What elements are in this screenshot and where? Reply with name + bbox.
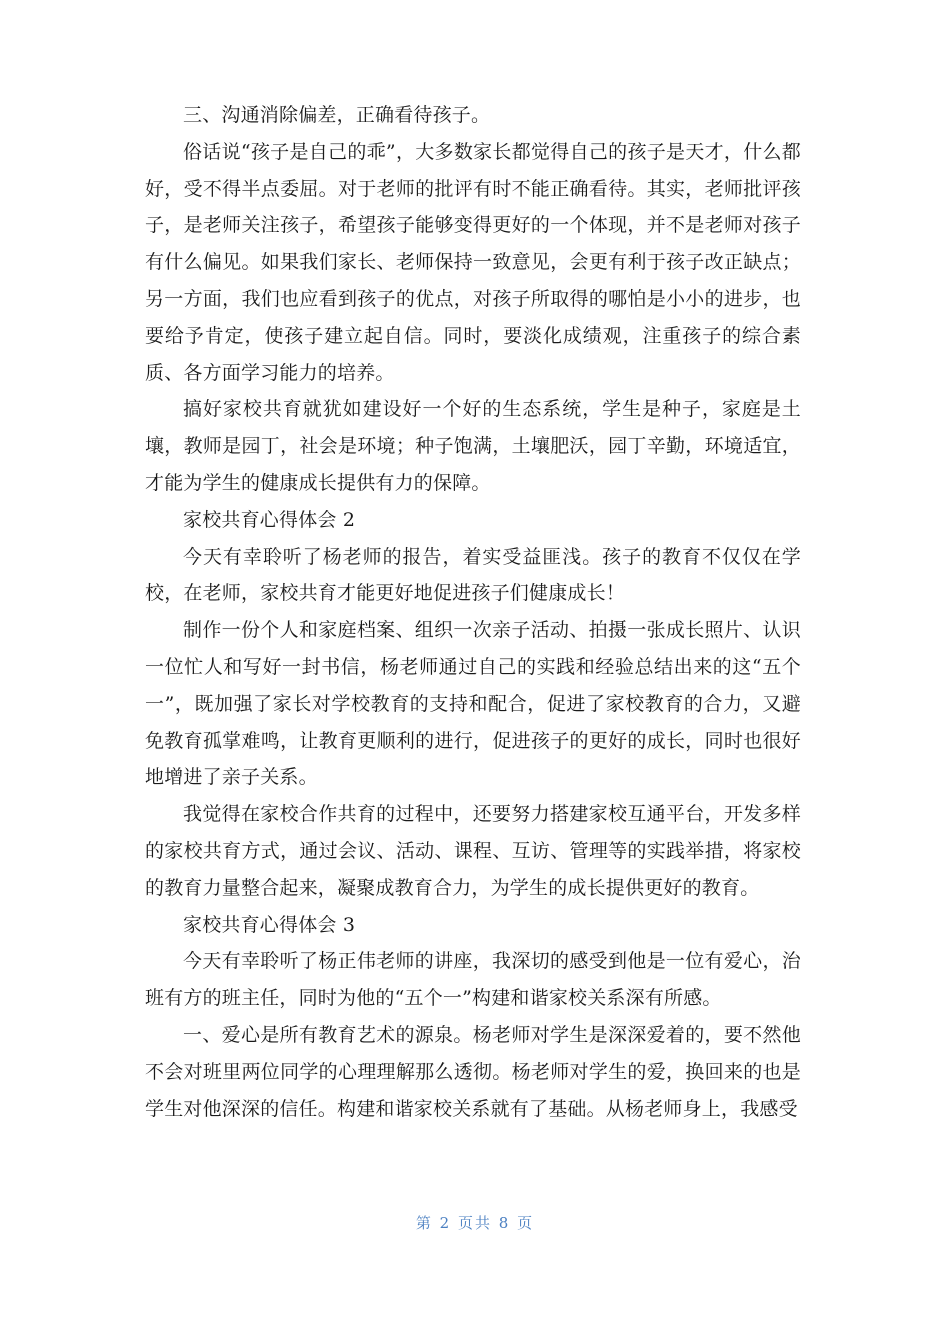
document-body — [145, 97, 801, 1127]
section-heading: 家校共育心得体会 3 — [183, 913, 356, 936]
paragraph: 搞好家校共育就犹如建设好一个好的生态系统，学生是种子，家庭是土壤，教师是园丁，社会是环境；种子饱满，土壤肥沃，园丁辛勤，环境适宜，才能为学生的健康成长提供有力的保障。 — [145, 398, 801, 494]
paragraph: 今天有幸聆听了杨正伟老师的讲座，我深切的感受到他是一位有爱心，治班有方的班主任，同时为他的“五个一”构建和谐家校关系深有所感。 — [145, 950, 801, 1010]
paragraph: 制作一份个人和家庭档案、组织一次亲子活动、拍摄一张成长照片、认识一位忙人和写好一封书信，杨老师通过自己的实践和经验总结出来的这“五个一”，既加强了家长对学校教育的支持和配合，促进了家校教育的合力，又避免教育孤掌难鸣，让教育更顺利的进行，促进孩子的更好的成长，同时也很好地增进了亲子关系。 — [145, 619, 801, 789]
section-heading: 三、沟通消除偏差，正确看待孩子。 — [183, 104, 491, 126]
paragraph: 俗话说“孩子是自己的乖”，大多数家长都觉得自己的孩子是天才，什么都好，受不得半点委屈。对于老师的批评有时不能正确看待。其实，老师批评孩子，是老师关注孩子，希望孩子能够变得更好的一个体现，并不是老师对孩子有什么偏见。如果我们家长、老师保持一致意见，会更有利于孩子改正缺点；另一方面，我们也应看到孩子的优点，对孩子所取得的哪怕是小小的进步，也要给予肯定，使孩子建立起自信。同时，要淡化成绩观，注重孩子的综合素质、各方面学习能力的培养。 — [145, 140, 801, 384]
paragraph: 我觉得在家校合作共育的过程中，还要努力搭建家校互通平台，开发多样的家校共育方式，通过会议、活动、课程、互访、管理等的实践举措，将家校的教育力量整合起来，凝聚成教育合力，为学生的成长提供更好的教育。 — [145, 803, 801, 899]
section-heading: 家校共育心得体会 2 — [183, 508, 356, 531]
page-number-footer: 第 2 页共 8 页 — [415, 1214, 535, 1232]
paragraph: 一、爱心是所有教育艺术的源泉。杨老师对学生是深深爱着的，要不然他不会对班里两位同学的心理理解那么透彻。杨老师对学生的爱，换回来的也是学生对他深深的信任。构建和谐家校关系就有了基础。从杨老师身上，我感受 — [145, 1023, 801, 1120]
paragraph: 今天有幸聆听了杨老师的报告，着实受益匪浅。孩子的教育不仅仅在学校，在老师，家校共育才能更好地促进孩子们健康成长！ — [145, 545, 801, 605]
